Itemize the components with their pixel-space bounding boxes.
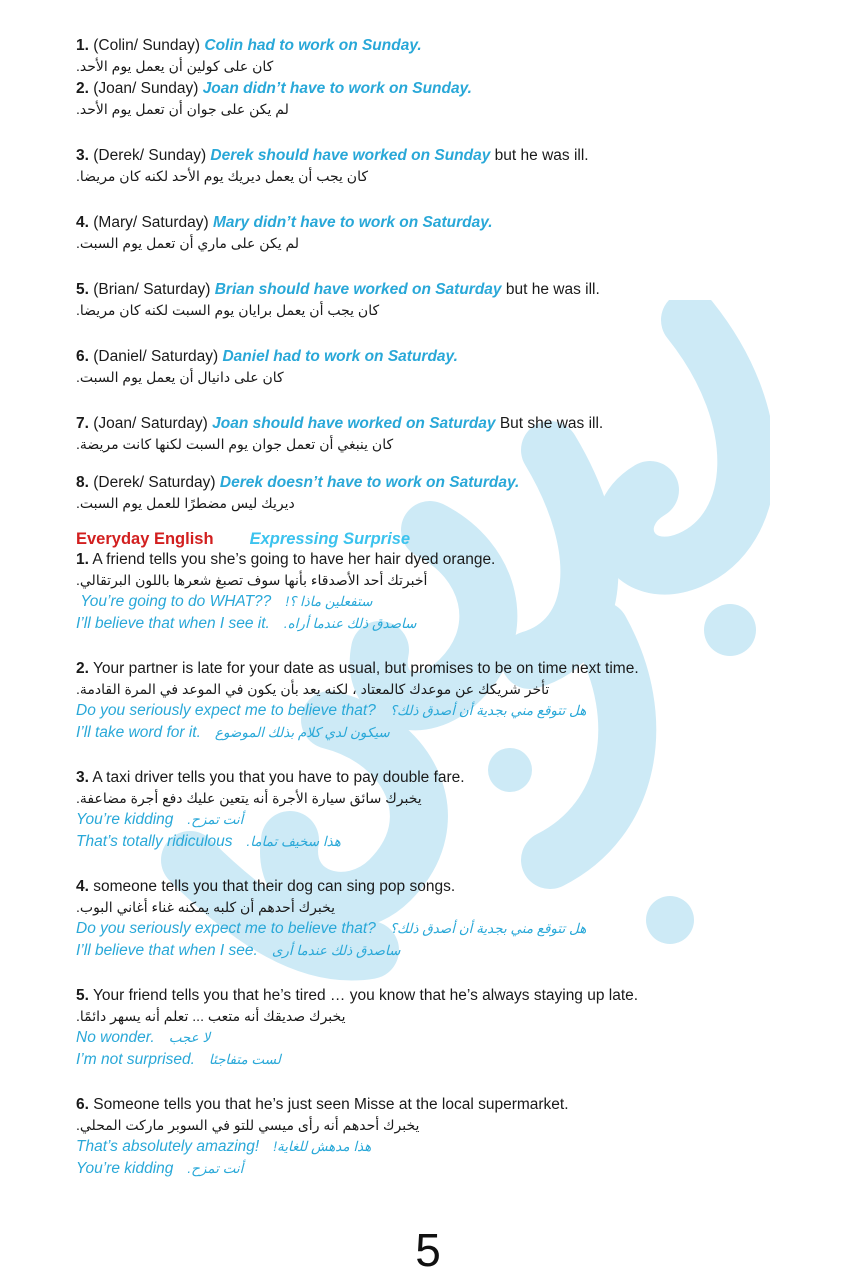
exercise-arabic: كان يجب أن يعمل ديريك يوم الأحد لكنه كان مريضا. [76,168,368,184]
situation-line [76,550,776,570]
response-en: Do you seriously expect me to believe that? [76,702,376,719]
exercise-answer: Daniel had to work on Saturday. [222,348,458,365]
situation-6 [76,1095,776,1180]
response-ar: أنت تمزح. [187,1161,244,1176]
response-line [76,1136,776,1158]
situation-5 [76,986,776,1071]
exercise-8 [76,473,776,514]
exercise-7 [76,414,776,455]
situation-line [76,986,776,1006]
situation-text: Your partner is late for your date as usual, but promises to be on time next time. [92,660,639,677]
response-en: You’re kidding [76,811,174,828]
exercise-number: 8. [76,474,89,491]
situation-2 [76,659,776,744]
section-title: Everyday English [76,530,214,548]
situation-line [76,659,776,679]
exercise-number: 4. [76,214,89,231]
exercise-prompt: (Joan/ Sunday) [93,80,199,97]
exercise-prompt: (Brian/ Saturday) [93,281,211,298]
response-ar: هل تتوقع مني بجدية أن أصدق ذلك؟ [389,921,587,936]
response-line [76,613,776,635]
exercise-5 [76,280,776,321]
exercise-answer: Brian should have worked on Saturday [214,281,502,298]
exercise-line [76,36,776,56]
exercise-line [76,280,776,300]
response-en: I’ll take word for it. [76,724,201,741]
situation-arabic: يخبرك صديقك أنه متعب ... تعلم أنه يسهر دائمًا. [76,1008,346,1024]
section-heading [76,528,776,550]
situation-arabic: يخبرك أحدهم أنه رأى ميسي للتو في السوبر ماركت المحلي. [76,1117,420,1133]
response-ar: ساصدق ذلك عندما أرى [271,943,401,958]
exercise-arabic: كان ينبغي أن تعمل جوان يوم السبت لكنها كانت مريضة. [76,436,394,452]
exercise-arabic: كان على كولين أن يعمل يوم الأحد. [76,58,274,74]
response-line [76,722,776,744]
exercise-prompt: (Derek/ Sunday) [93,147,207,164]
response-en: I’ll believe that when I see. [76,942,258,959]
exercise-6 [76,347,776,388]
response-line [76,591,776,613]
exercise-tail: but he was ill. [494,147,589,164]
worksheet-content [76,36,776,1204]
exercise-tail: But she was ill. [499,415,604,432]
exercise-number: 3. [76,147,89,164]
response-en: You’re going to do WHAT?? [80,593,272,610]
exercise-prompt: (Joan/ Saturday) [93,415,208,432]
exercise-prompt: (Mary/ Saturday) [93,214,209,231]
exercise-number: 2. [76,80,89,97]
exercise-4 [76,213,776,254]
exercise-arabic: لم يكن على ماري أن تعمل يوم السبت. [76,235,300,251]
exercise-number: 5. [76,281,89,298]
situation-arabic: يخبرك أحدهم أن كلبه يمكنه غناء أغاني البوب. [76,899,336,915]
response-ar: ستفعلين ماذا ؟! [285,594,373,609]
situation-line [76,768,776,788]
situation-4 [76,877,776,962]
response-ar: أنت تمزح. [187,812,244,827]
exercise-answer: Joan should have worked on Saturday [212,415,496,432]
response-ar: هل تتوقع مني بجدية أن أصدق ذلك؟ [389,703,587,718]
response-ar: سيكون لدي كلام بذلك الموضوع [214,725,390,740]
response-line [76,1027,776,1049]
exercise-2 [76,79,776,120]
page-number: 5 [415,1224,441,1276]
response-en: You’re kidding [76,1160,174,1177]
exercise-prompt: (Colin/ Sunday) [93,37,201,54]
situation-text: A taxi driver tells you that you have to pay double fare. [92,769,465,786]
exercise-arabic: كان يجب أن يعمل برايان يوم السبت لكنه كان مريضا. [76,302,380,318]
situation-number: 6. [76,1096,89,1113]
exercise-number: 1. [76,37,89,54]
exercise-tail: but he was ill. [505,281,600,298]
response-en: I’ll believe that when I see it. [76,615,270,632]
exercise-3 [76,146,776,187]
exercise-arabic: كان على دانيال أن يعمل يوم السبت. [76,369,284,385]
response-ar: ساصدق ذلك عندما أراه. [283,616,417,631]
exercise-line [76,146,776,166]
situation-text: someone tells you that their dog can sing pop songs. [93,878,456,895]
response-en: That’s totally ridiculous [76,833,233,850]
exercise-answer: Joan didn’t have to work on Sunday. [202,80,472,97]
section-subtitle: Expressing Surprise [249,530,411,548]
situation-number: 4. [76,878,89,895]
response-en: That’s absolutely amazing! [76,1138,260,1155]
response-ar: هذا مدهش للغاية! [273,1139,372,1154]
situation-number: 2. [76,660,89,677]
exercise-line [76,79,776,99]
response-en: I’m not surprised. [76,1051,195,1068]
exercise-line [76,414,776,434]
situation-text: Someone tells you that he’s just seen Misse at the local supermarket. [93,1096,569,1113]
exercise-number: 6. [76,348,89,365]
situation-arabic: أخبرتك أحد الأصدقاء بأنها سوف تصبغ شعرها باللون البرتقالي. [76,572,428,588]
exercise-number: 7. [76,415,89,432]
situation-line [76,877,776,897]
exercise-prompt: (Derek/ Saturday) [93,474,216,491]
exercise-answer: Mary didn’t have to work on Saturday. [212,214,493,231]
situation-arabic: يخبرك سائق سيارة الأجرة أنه يتعين عليك دفع أجرة مضاعفة. [76,790,422,806]
situation-text: A friend tells you she’s going to have her hair dyed orange. [92,551,496,568]
situation-text: Your friend tells you that he’s tired … you know that he’s always staying up late. [92,987,639,1004]
exercise-line [76,347,776,367]
exercise-line [76,213,776,233]
exercise-line [76,473,776,493]
response-ar: لست متفاجئا [208,1052,281,1067]
response-line [76,831,776,853]
situation-1 [76,550,776,635]
response-line [76,918,776,940]
exercise-answer: Derek doesn’t have to work on Saturday. [219,474,520,491]
exercise-answer: Colin had to work on Sunday. [204,37,422,54]
exercise-prompt: (Daniel/ Saturday) [93,348,219,365]
response-line [76,700,776,722]
response-line [76,1049,776,1071]
exercise-1 [76,36,776,77]
situation-number: 5. [76,987,89,1004]
response-en: Do you seriously expect me to believe that? [76,920,376,937]
response-line [76,809,776,831]
exercise-answer: Derek should have worked on Sunday [210,147,491,164]
response-en: No wonder. [76,1029,155,1046]
situation-number: 1. [76,551,89,568]
situation-number: 3. [76,769,89,786]
response-ar: لا عجب [168,1030,211,1045]
exercise-arabic: ديريك ليس مضطرًا للعمل يوم السبت. [76,495,295,511]
exercise-arabic: لم يكن على جوان أن تعمل يوم الأحد. [76,101,289,117]
situation-line [76,1095,776,1115]
response-ar: هذا سخيف تماما. [246,834,341,849]
situation-3 [76,768,776,853]
situation-arabic: تأخر شريكك عن موعدك كالمعتاد ، لكنه يعد بأن يكون في الموعد في المرة القادمة. [76,681,550,697]
response-line [76,940,776,962]
response-line [76,1158,776,1180]
